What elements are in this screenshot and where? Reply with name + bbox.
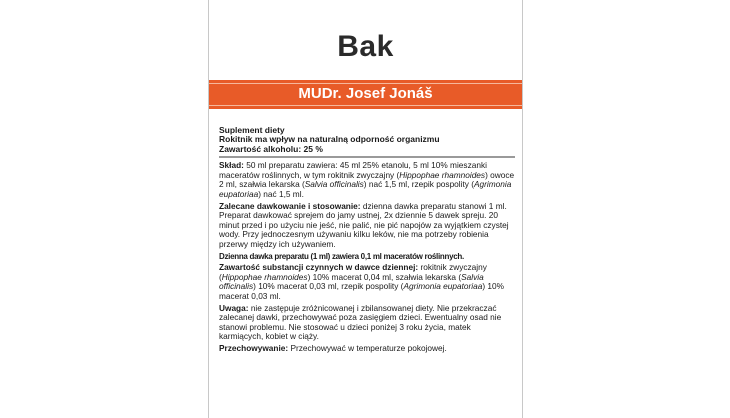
claim-line: Rokitnik ma wpływ na naturalną odporność organizmu — [219, 134, 440, 145]
active-substances-paragraph: Zawartość substancji czynnych w dawce dziennej: rokitnik zwyczajny (Hippophae rhamnoides) 10% macerat 0,04 ml, szałwia lekarska (Salvia officinalis) 10% macerat 0,03 ml, rzepik pospolity (Agrimonia eupatoriaa) 10% macerat 0,03 ml. — [219, 262, 505, 301]
storage-paragraph: Przechowywanie: Przechowywać w temperaturze pokojowej. — [219, 342, 447, 353]
brand-band — [209, 80, 522, 109]
product-title: Bak — [337, 30, 394, 63]
active-substances-label: Zawartość substancji czynnych w dawce dziennej: — [219, 262, 419, 273]
band-top-stripe — [209, 83, 522, 84]
band-bottom-stripe — [209, 105, 522, 106]
dosage-label: Zalecane dawkowanie i stosowanie: — [219, 200, 361, 211]
storage-label: Przechowywanie: — [219, 342, 289, 353]
brand-name: MUDr. Josef Jonáš — [298, 85, 433, 102]
alcohol-line: Zawartość alkoholu: 25 % — [219, 143, 323, 154]
divider — [219, 156, 515, 158]
product-label — [208, 0, 523, 418]
dosage-paragraph: Zalecane dawkowanie i stosowanie: dzienna dawka preparatu stanowi 1 ml. Preparat dawkować sprejem do jamy ustnej, 2x dziennie 5 dawek spreju. 20 minut przed i po użyciu nie jeść, nie palić, nie pić napojów za wyjątkiem czystej wody. Przy jednoczesnym używaniu kilku leków, nie ma potrzeby robienia przerwy między ich używaniem. — [219, 200, 509, 249]
header-block — [219, 126, 515, 154]
warning-paragraph: Uwaga: nie zastępuje zróżnicowanej i zbilansowanej diety. Nie przekraczać zalecanej dawki, przechowywać poza zasięgiem dzieci. Ewentualny osad nie stanowi problemu. Nie stosować u dzieci poniżej 3 roku życia, matek karmiących, kobiet w ciąży. — [219, 302, 502, 342]
composition-label: Skład: — [219, 160, 244, 171]
label-content — [219, 126, 515, 356]
composition-paragraph: Skład: 50 ml preparatu zawiera: 45 ml 25% etanolu, 5 ml 10% mieszanki maceratów roślinnych, w tym rokitnik zwyczajny (Hippophae rhamnoides) owoce 2 ml, szałwia lekarska (Salvia officinalis) nać 1,5 ml, rzepik pospolity (Agrimonia eupatoriaa) nać 1,5 ml. — [219, 160, 515, 199]
daily-dose-line: Dzienna dawka preparatu (1 ml) zawiera 0,1 ml maceratów roślinnych. — [219, 251, 464, 261]
supplement-line: Suplement diety — [219, 125, 285, 135]
warning-label: Uwaga: — [219, 302, 249, 313]
